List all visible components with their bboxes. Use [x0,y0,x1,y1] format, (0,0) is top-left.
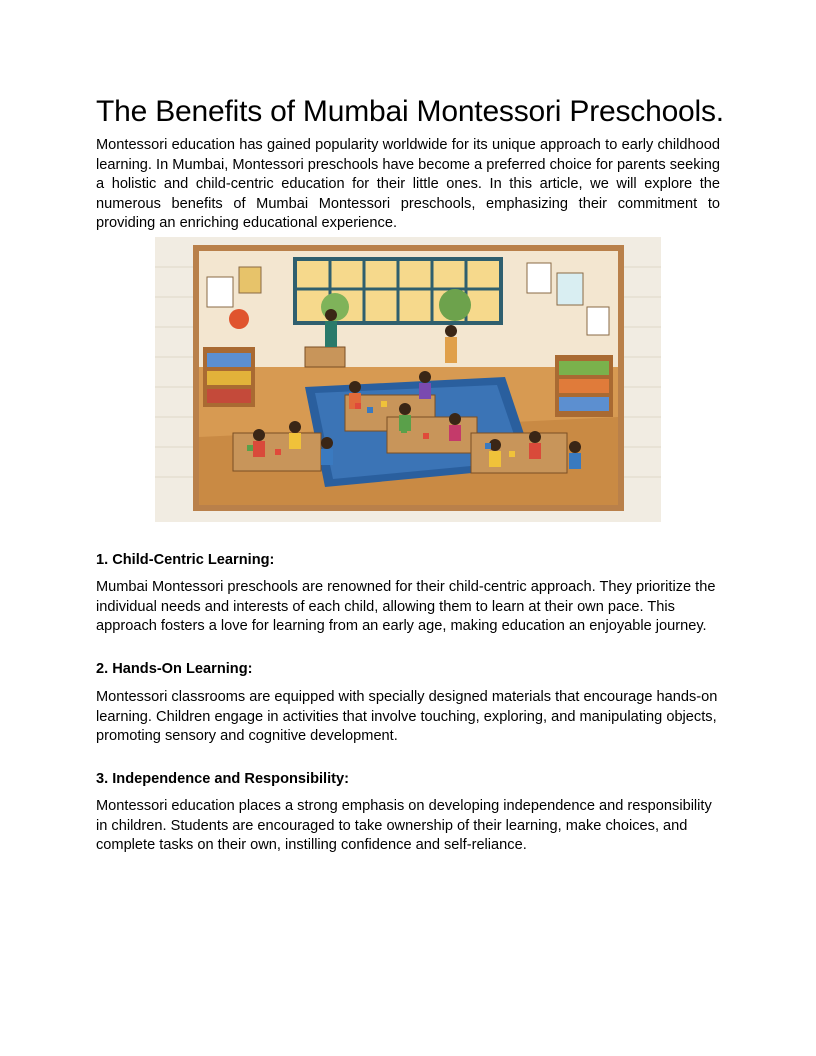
document-page [96,92,724,234]
classroom-illustration [155,237,661,522]
section-body-child-centric: Mumbai Montessori preschools are renowned for their child-centric approach. They prioritize the individual needs and interests of each child, allowing them to learn at their own pace. This approach fosters a love for learning from an early age, making education an enjoyable journey. [96,579,716,635]
section-body-independence: Montessori education places a strong emphasis on developing independence and responsibility in children. Students are encouraged to take ownership of their learning, make choices, and complete tasks on their own, instilling confidence and self-reliance. [96,798,712,854]
page-title: The Benefits of Mumbai Montessori Preschools. [96,95,724,128]
section-heading-child-centric: 1. Child-Centric Learning: [96,552,275,568]
section-heading-hands-on: 2. Hands-On Learning: [96,661,253,677]
section-heading-independence: 3. Independence and Responsibility: [96,771,350,787]
section-body-hands-on: Montessori classrooms are equipped with specially designed materials that encourage hands-on learning. Children engage in activities that involve touching, exploring, and manipulating objects, promoting sensory and cognitive development. [96,689,718,745]
intro-paragraph: Montessori education has gained popularity worldwide for its unique approach to early childhood learning. In Mumbai, Montessori preschools have become a preferred choice for parents seeking a holistic and child-centric education for their little ones. In this article, we will explore the numerous benefits of Mumbai Montessori preschools, emphasizing their commitment to providing an enriching educational experience. [96,137,720,232]
